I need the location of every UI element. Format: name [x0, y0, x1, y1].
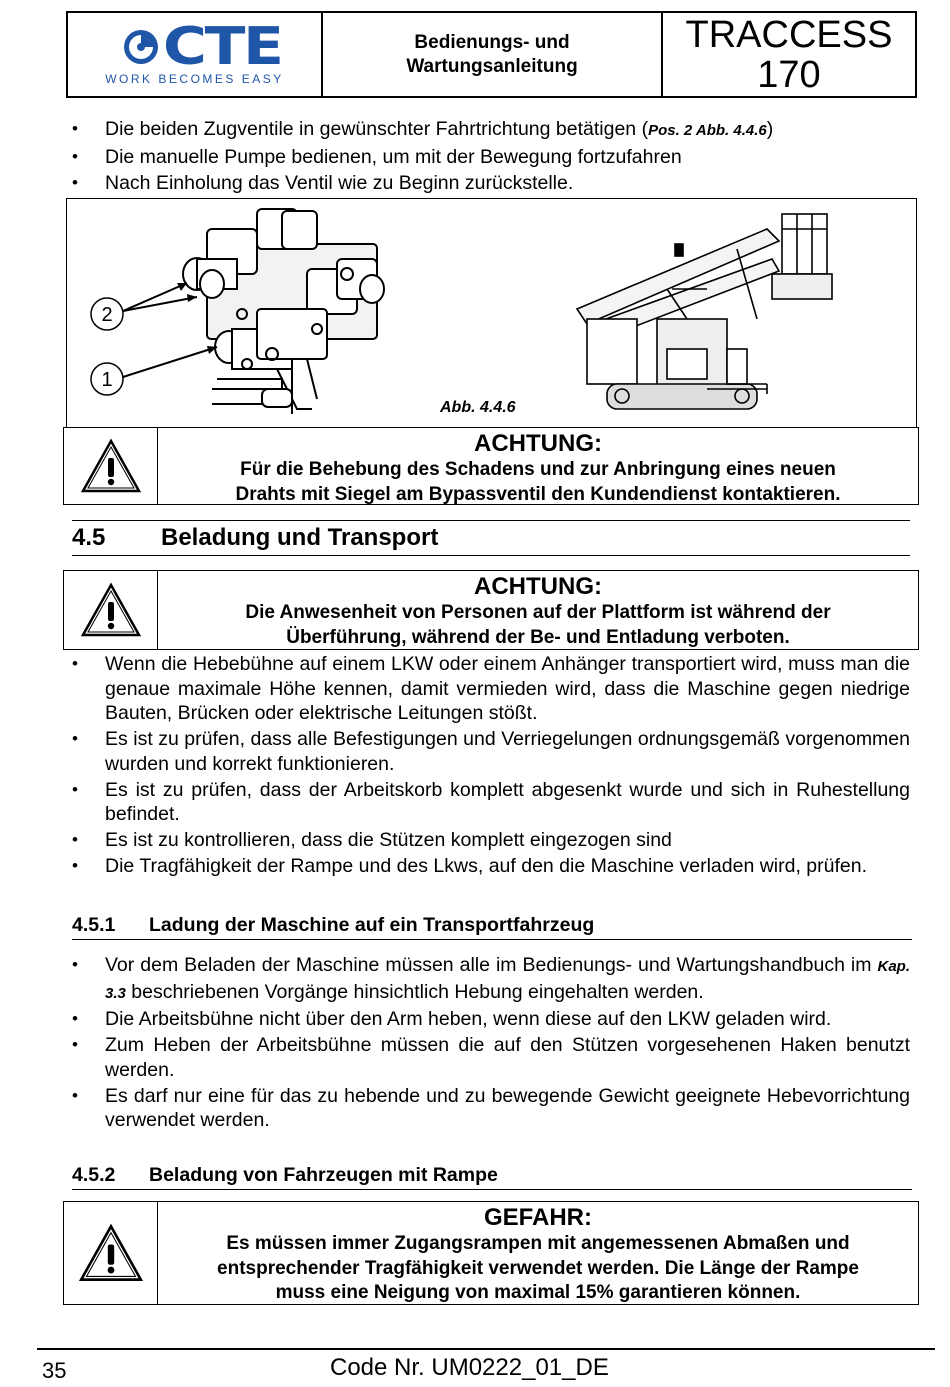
section-number: 4.5.2	[72, 1164, 116, 1186]
list-item: • Vor dem Beladen der Maschine müssen alle im Bedienungs- und Wartungshandbuch im Kap. 3.3 beschriebenen Vorgänge hinsichtlich Hebung eingehalten werden.	[72, 953, 910, 1006]
loading-bullet-list	[72, 953, 910, 1134]
warning-text-line2: Drahts mit Siegel am Bypassventil den Kundendienst kontaktieren.	[235, 483, 841, 505]
list-item: • Es darf nur eine für das zu hebende und zu bewegende Gewicht geeignete Hebevorrichtung verwendet werden.	[72, 1084, 910, 1133]
section-number: 4.5	[72, 524, 106, 551]
warning-box-bypass	[63, 427, 919, 505]
list-item: • Die Arbeitsbühne nicht über den Arm heben, wenn diese auf den LKW geladen wird.	[72, 1007, 910, 1032]
danger-heading: GEFAHR:	[484, 1204, 592, 1231]
callout-2: 2	[101, 304, 113, 326]
document-title-line2: Wartungsanleitung	[406, 55, 578, 77]
section-heading-4-5-2	[72, 1164, 912, 1190]
list-item: • Die Tragfähigkeit der Rampe und des Lkws, auf den die Maschine verladen wird, prüfen.	[72, 854, 910, 879]
danger-text-line3: muss eine Neigung von maximal 15% garantieren können.	[275, 1282, 801, 1304]
warning-heading: ACHTUNG:	[474, 430, 602, 457]
list-item: • Die beiden Zugventile in gewünschter Fahrtrichtung betätigen (Pos. 2 Abb. 4.4.6)	[72, 117, 910, 144]
list-item: • Es ist zu kontrollieren, dass die Stützen komplett eingezogen sind	[72, 828, 910, 853]
warning-heading: ACHTUNG:	[474, 573, 602, 600]
figure-4-4-6	[66, 198, 917, 428]
warning-text-line1: Die Anwesenheit von Personen auf der Plattform ist während der	[245, 602, 831, 623]
warning-text-line1: Für die Behebung des Schadens und zur Anbringung eines neuen	[240, 459, 836, 480]
danger-text-line1: Es müssen immer Zugangsrampen mit angemessenen Abmaßen und	[226, 1233, 850, 1254]
section-title: Beladung und Transport	[161, 524, 439, 551]
document-title-line1: Bedienungs- und	[414, 31, 570, 53]
figure-caption: Abb. 4.4.6	[440, 399, 516, 416]
list-item: • Die manuelle Pumpe bedienen, um mit der Bewegung fortzufahren	[72, 145, 910, 170]
section-heading-4-5-1	[72, 914, 912, 940]
transport-bullet-list	[72, 652, 910, 880]
list-item: • Nach Einholung das Ventil wie zu Beginn zurückstelle.	[72, 171, 910, 196]
warning-triangle-icon	[80, 438, 142, 494]
section-title: Ladung der Maschine auf ein Transportfahrzeug	[149, 914, 595, 936]
intro-bullet-list	[72, 117, 910, 197]
model-line1: TRACCESS	[685, 13, 893, 56]
model-line2: 170	[757, 53, 821, 96]
footer-divider	[37, 1348, 935, 1350]
valve-and-machine-illustration	[67, 199, 915, 429]
warning-text-line2: Überführung, während der Be- und Entladung verboten.	[286, 626, 790, 648]
danger-text-line2: entsprechender Tragfähigkeit verwendet werden. Die Länge der Rampe	[217, 1257, 859, 1279]
document-code: Code Nr. UM0222_01_DE	[330, 1354, 609, 1381]
section-number: 4.5.1	[72, 914, 116, 936]
danger-box-ramp	[63, 1201, 919, 1305]
page-header	[66, 11, 917, 98]
list-item: • Zum Heben der Arbeitsbühne müssen die auf den Stützen vorgesehenen Haken benutzt werden.	[72, 1033, 910, 1082]
warning-box-persons	[63, 570, 919, 650]
warning-triangle-icon	[80, 582, 142, 638]
section-heading-4-5	[72, 520, 910, 556]
logo-text: CTE	[162, 16, 282, 77]
section-title: Beladung von Fahrzeugen mit Rampe	[149, 1164, 498, 1186]
logo	[68, 13, 323, 96]
list-item: • Wenn die Hebebühne auf einem LKW oder einem Anhänger transportiert wird, muss man die genaue maximale Höhe kennen, damit vermieden wird, dass die Maschine gegen niedrige Bauten, Brücken oder elektrische Leitungen stößt.	[72, 652, 910, 726]
warning-triangle-icon	[78, 1223, 144, 1283]
list-item: • Es ist zu prüfen, dass der Arbeitskorb komplett abgesenkt wurde und sich in Ruhestellung befindet.	[72, 778, 910, 827]
callout-1: 1	[101, 369, 113, 391]
logo-tagline: WORK BECOMES EASY	[105, 71, 284, 86]
cte-logo-icon	[123, 29, 159, 65]
page-number: 35	[42, 1358, 67, 1383]
document-title	[323, 13, 663, 96]
model-name	[663, 13, 915, 96]
list-item: • Es ist zu prüfen, dass alle Befestigungen und Verriegelungen ordnungsgemäß vorgenommen wurden und korrekt funktionieren.	[72, 727, 910, 776]
